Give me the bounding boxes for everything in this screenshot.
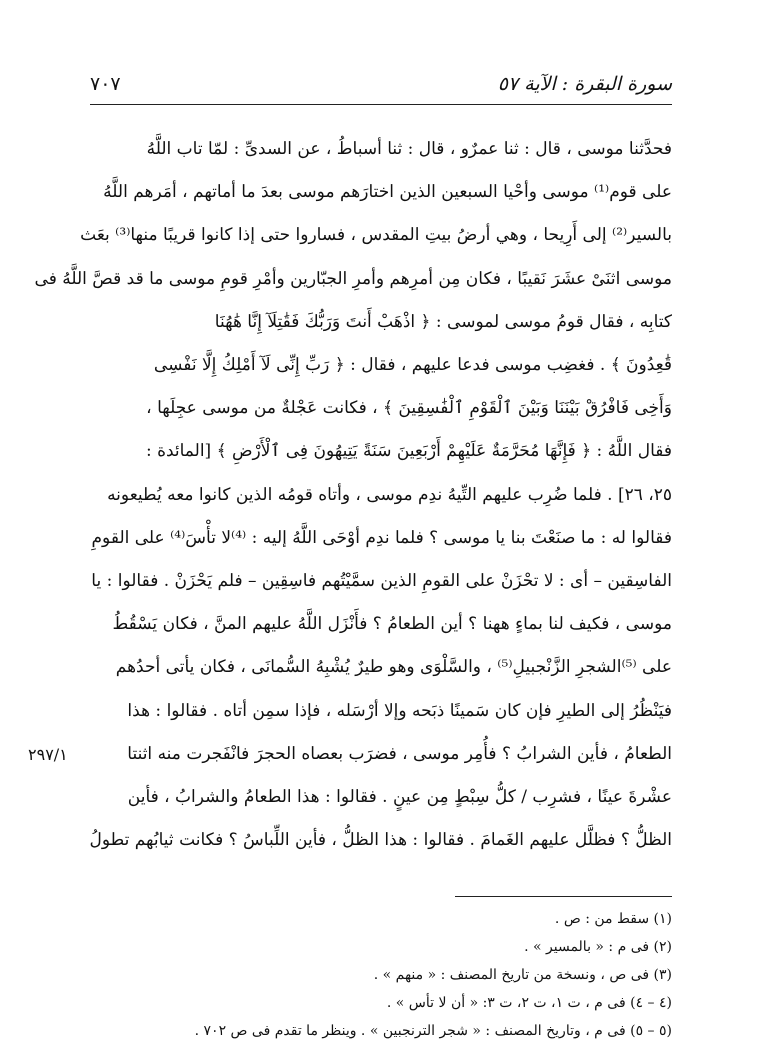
text-line: قَٰعِدُونَ ﴾ . فغضِب موسى فدعا عليهم ، فقال : ﴿ رَبِّ إِنِّى لَآ أَمْلِكُ إِلَّا نَفْسِى — [153, 355, 672, 376]
footnote: (٢) فى م : « بالمسير » . — [524, 939, 672, 955]
page-header — [90, 66, 672, 102]
text-line: الطعامُ ، فأين الشرابُ ؟ فأُمِر موسى ، فضرَب بعصاه الحجرَ فانْفَجرت منه اثنتا — [127, 743, 672, 764]
header-rule — [90, 104, 672, 105]
text-line: موسى ، فكيف لنا بماءٍ ههنا ؟ أين الطعامُ ؟ فأَنْزَل اللَّهُ عليهم المنَّ ، فكان يَسْقُطُ — [112, 614, 672, 635]
text-line: فقال اللَّهُ : ﴿ فَإِنَّهَا مُحَرَّمَةٌ عَلَيْهِمْ أَرْبَعِينَ سَنَةً يَتِيهُونَ فِى ٱلْأَرْضِ ﴾ [المائدة : — [145, 441, 672, 462]
text-line: على ⁽⁵⁾الشجرِ الزَّنْجبيلِ⁽⁵⁾ ، والسَّلْوَى وهو طيرٌ يُشْبِهُ السُّمانَى ، فكان يأتى أحدُهم — [115, 657, 672, 678]
text-line: عشْرةَ عينًا ، فشرِب / كلُّ سِبْطٍ مِن عينٍ . فقالوا : هذا الطعامُ والشرابُ ، فأين — [127, 787, 672, 808]
text-line: وَأَخِى فَافْرُقْ بَيْنَنَا وَبَيْنَ ٱلْقَوْمِ ٱلْفَٰسِقِينَ ﴾ ، فكانت عَجْلةٌ من موسى عجِلَها ، — [146, 398, 672, 419]
text-line: الفاسِقين – أى : لا تحْزَنْ على القومِ الذين سمَّيْتُهم فاسِقِين – فلم يَحْزَنْ . فقالوا : يا — [91, 571, 672, 592]
margin-page-reference: ٢٩٧/١ — [28, 745, 68, 764]
footnote: (١) سقط من : ص . — [554, 911, 672, 927]
footnotes — [90, 905, 672, 1045]
text-line: بالسير⁽²⁾ إلى أَرِيحا ، وهي أرضُ بيتِ المقدس ، فساروا حتى إذا كانوا قريبًا منها⁽³⁾ بعَث — [80, 225, 672, 246]
text-line: فيَنْظُرُ إلى الطيرِ فإن كان سَمينًا ذبَحه وإلا أرْسَله ، فإذا سمِن أتاه . فقالوا : هذا — [127, 700, 672, 721]
text-line: موسى اثنَىْ عشَرَ نَقيبًا ، فكان مِن أمرِهم وأمرِ الجبّارين وأمْرِ قومِ موسى ما قد قصَّ اللَّهُ فى — [34, 268, 672, 289]
footnote: (٥ – ٥) فى م ، وتاريخ المصنف : « شجر الترنجبين » . وينظر ما تقدم فى ص ٧٠٢ . — [194, 1023, 672, 1039]
text-line: فقالوا له : ما صنَعْتَ بنا يا موسى ؟ فلما ندِم أوْحَى اللَّهُ إليه : ⁽⁴⁾لا تأْسَ⁽⁴⁾ على القومِ — [91, 527, 672, 548]
running-title: سورة البقرة : الآية ٥٧ — [497, 73, 672, 95]
footnote-rule — [455, 896, 672, 897]
text-line: ٢٥، ٢٦] . فلما ضُرِب عليهم التِّيهُ ندِم موسى ، وأتاه قومُه الذين كانوا معه يُطيعونه — [107, 484, 672, 505]
footnote: (٤ – ٤) فى م ، ت ١، ت ٢، ت ٣: « أن لا تأس » . — [386, 995, 672, 1011]
text-line: كتابِه ، فقال قومُ موسى لموسى : ﴿ اذْهَبْ أَنتَ وَرَبُّكَ فَقَٰتِلَآ إِنَّا هَٰهُنَا — [214, 311, 672, 332]
text-line: الظلُّ ؟ فظلَّل عليهم الغَمامَ . فقالوا : هذا الظلُّ ، فأين اللِّباسُ ؟ فكانت ثيابُهم تطولُ — [89, 830, 672, 851]
footnote: (٣) فى ص ، ونسخة من تاريخ المصنف : « منهم » . — [373, 967, 672, 983]
text-line: فحدَّثنا موسى ، قال : ثنا عمرٌو ، قال : ثنا أسباطُ ، عن السدىِّ : لمّا تاب اللَّهُ — [146, 139, 672, 159]
page-number: ٧٠٧ — [90, 73, 121, 95]
text-line: على قوم⁽¹⁾ موسى وأحْيا السبعين الذين اختارَهم موسى بعدَ ما أماتهم ، أمَرهم اللَّهُ — [103, 182, 672, 203]
